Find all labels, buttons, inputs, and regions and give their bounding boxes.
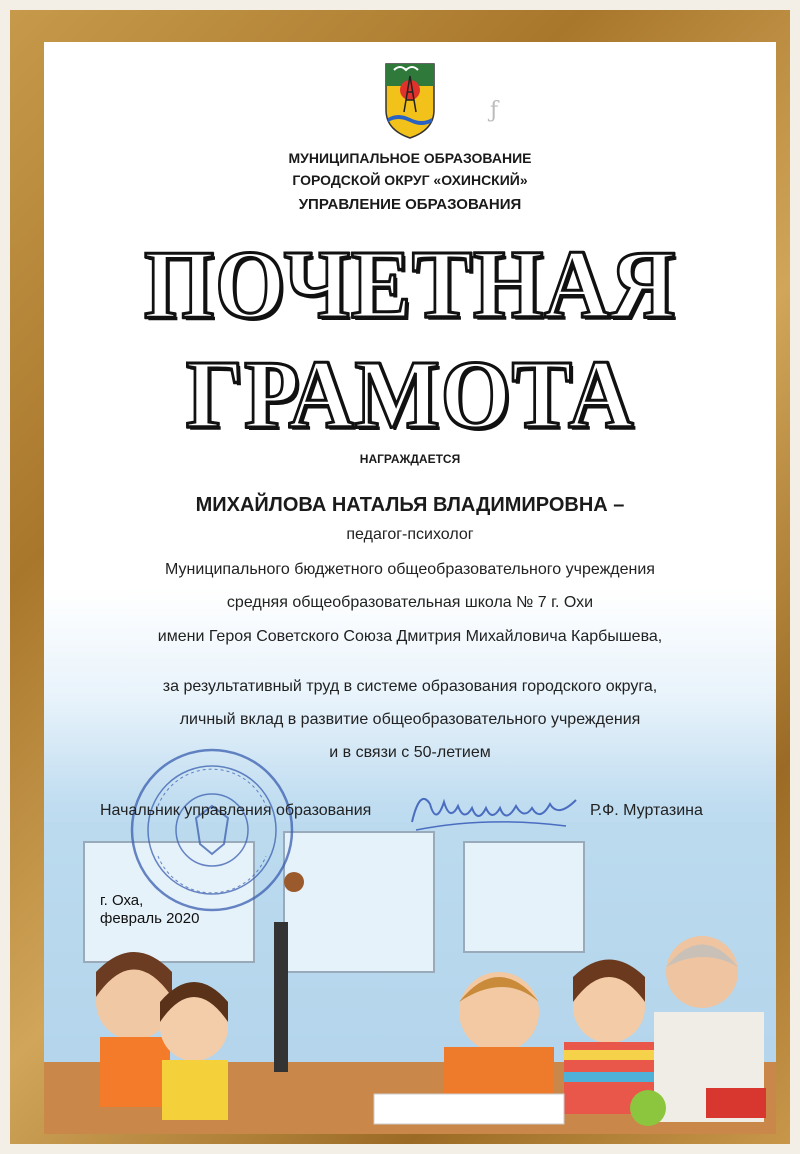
certificate-frame xyxy=(10,10,790,1144)
reason-line-1: за результативный труд в системе образования городского округа, xyxy=(162,678,658,695)
title-line-2: ГРАМОТА xyxy=(185,341,635,449)
header-line-1: МУНИЦИПАЛЬНОЕ ОБРАЗОВАНИЕ xyxy=(288,150,532,166)
awarded-label: НАГРАЖДАЕТСЯ xyxy=(359,452,461,466)
recipient-name: МИХАЙЛОВА НАТАЛЬЯ ВЛАДИМИРОВНА – xyxy=(195,494,625,516)
header-line-3: УПРАВЛЕНИЕ ОБРАЗОВАНИЯ xyxy=(298,196,522,213)
title-line-1: ПОЧЕТНАЯ xyxy=(143,231,677,339)
date: февраль 2020 xyxy=(100,910,200,927)
place-and-date xyxy=(100,892,199,928)
certificate-paper xyxy=(44,42,776,1134)
reason-line-3: и в связи с 50-летием xyxy=(329,744,491,761)
coat-of-arms-icon xyxy=(382,56,438,140)
reason-line-2: личный вклад в развитие общеобразовательного учреждения xyxy=(179,711,641,728)
stray-mark: ƒ xyxy=(490,98,499,123)
recipient-org-line-1: Муниципального бюджетного общеобразовательного учреждения xyxy=(165,561,655,578)
header-line-2: ГОРОДСКОЙ ОКРУГ «ОХИНСКИЙ» xyxy=(292,172,528,188)
recipient-org-line-2: средняя общеобразовательная школа № 7 г. Охи xyxy=(226,594,594,611)
place: г. Оха, xyxy=(100,892,144,909)
signatory-title: Начальник управления образования xyxy=(100,802,372,819)
official-stamp-icon xyxy=(128,746,296,914)
recipient-org-line-3: имени Героя Советского Союза Дмитрия Михайловича Карбышева, xyxy=(157,628,663,645)
handwritten-signature xyxy=(406,782,584,842)
recipient-position: педагог-психолог xyxy=(346,526,474,543)
signatory-name: Р.Ф. Муртазина xyxy=(590,802,703,819)
